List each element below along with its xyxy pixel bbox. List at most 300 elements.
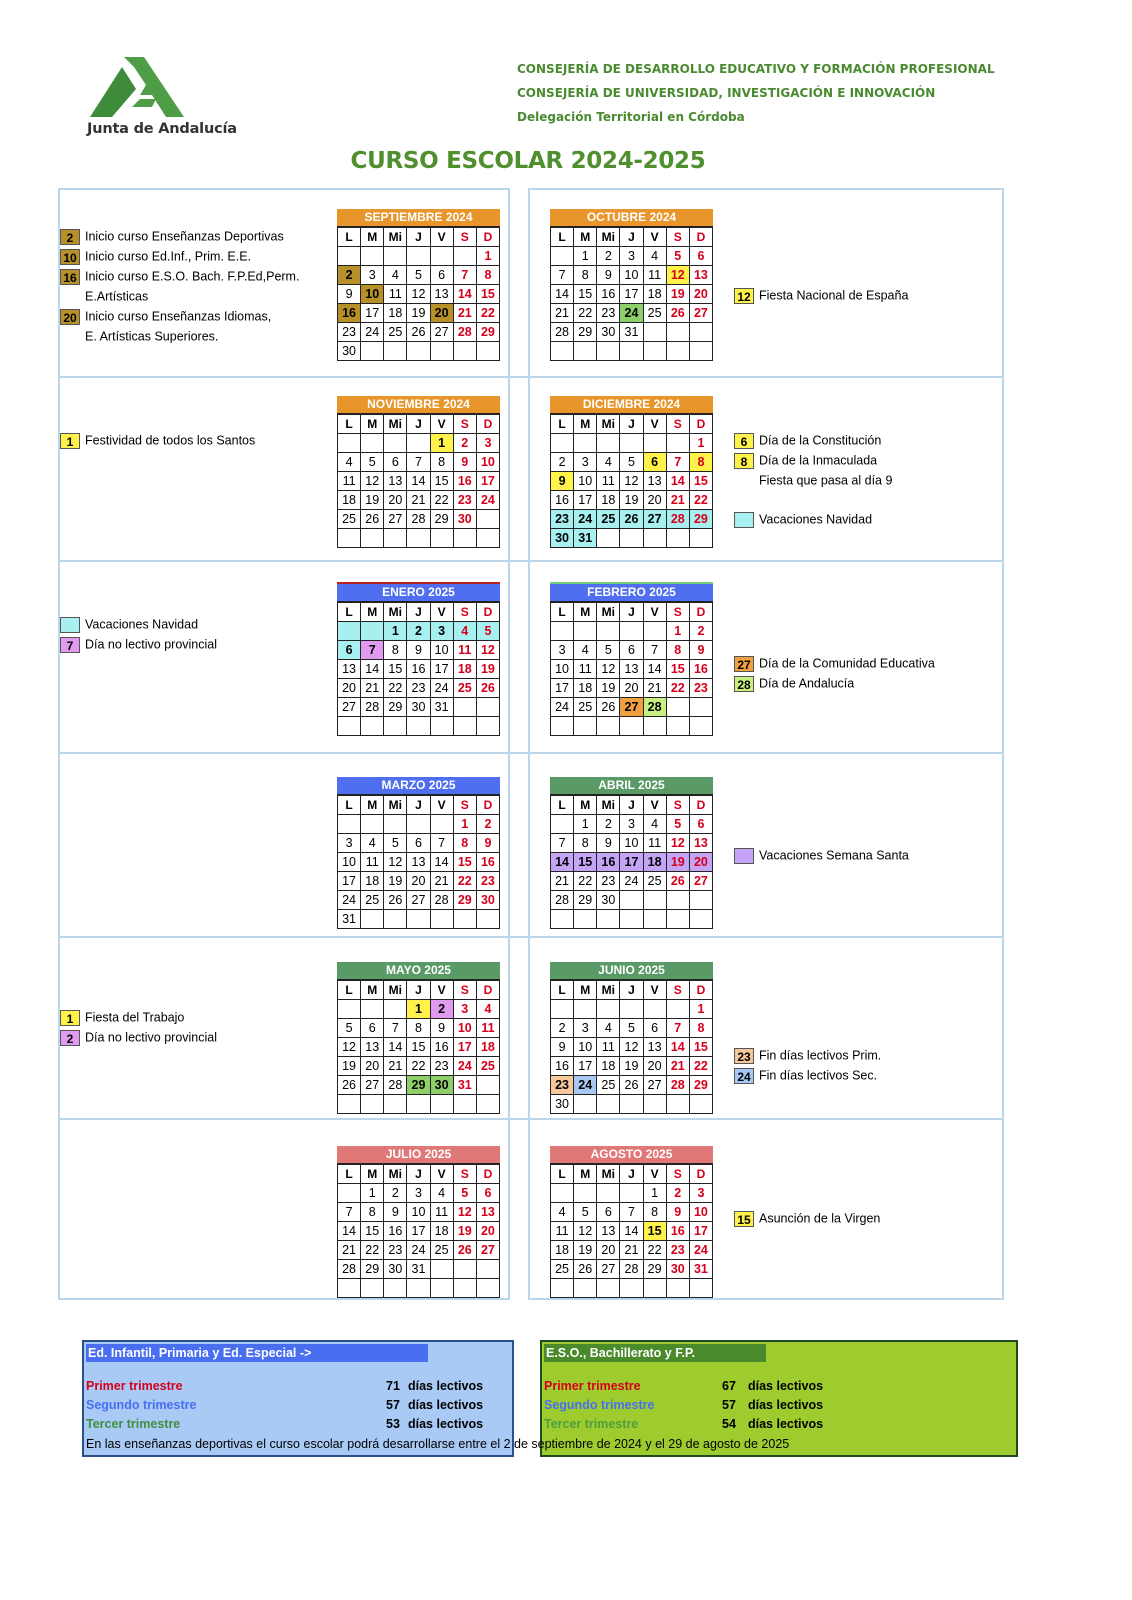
day-cell: 20 — [620, 679, 643, 698]
day-cell: 22 — [574, 872, 597, 891]
empty-cell — [597, 622, 620, 641]
day-cell: 27 — [689, 304, 712, 323]
day-cell: 24 — [361, 323, 384, 342]
day-cell: 13 — [643, 472, 666, 491]
empty-cell — [338, 1000, 361, 1019]
day-cell: 31 — [689, 1260, 712, 1279]
weekday-header: M — [574, 981, 597, 1000]
day-cell: 24 — [430, 679, 453, 698]
legend-swatch: 6 — [734, 433, 754, 449]
day-cell: 29 — [689, 510, 712, 529]
day-cell: 14 — [407, 472, 430, 491]
day-cell: 21 — [453, 304, 476, 323]
empty-cell — [666, 698, 689, 717]
logo-text: Junta de Andalucía — [87, 121, 237, 137]
empty-cell — [597, 529, 620, 548]
legend-swatch — [734, 848, 754, 864]
day-cell: 26 — [620, 1076, 643, 1095]
day-cell: 17 — [453, 1038, 476, 1057]
day-cell: 19 — [338, 1057, 361, 1076]
day-cell: 9 — [338, 285, 361, 304]
weekday-header: V — [430, 796, 453, 815]
day-cell: 22 — [453, 872, 476, 891]
day-cell: 2 — [551, 1019, 574, 1038]
day-cell: 2 — [597, 815, 620, 834]
empty-cell — [384, 910, 407, 929]
day-cell: 24 — [689, 1241, 712, 1260]
empty-cell — [384, 1095, 407, 1114]
day-cell: 4 — [430, 1184, 453, 1203]
day-cell: 19 — [361, 491, 384, 510]
day-cell: 1 — [430, 434, 453, 453]
month-grid — [337, 795, 500, 929]
day-cell: 8 — [453, 834, 476, 853]
empty-cell — [666, 529, 689, 548]
day-cell: 11 — [476, 1019, 499, 1038]
day-cell: 23 — [689, 679, 712, 698]
empty-cell — [361, 815, 384, 834]
day-cell: 4 — [384, 266, 407, 285]
empty-cell — [689, 910, 712, 929]
empty-cell — [476, 717, 499, 736]
day-cell: 14 — [338, 1222, 361, 1241]
weekday-header: D — [476, 981, 499, 1000]
empty-cell — [338, 1279, 361, 1298]
day-cell: 12 — [476, 641, 499, 660]
day-cell: 15 — [476, 285, 499, 304]
empty-cell — [453, 342, 476, 361]
day-cell: 20 — [361, 1057, 384, 1076]
empty-cell — [574, 1184, 597, 1203]
day-cell: 16 — [551, 491, 574, 510]
empty-cell — [643, 1095, 666, 1114]
day-cell: 3 — [338, 834, 361, 853]
day-cell: 29 — [689, 1076, 712, 1095]
weekday-header: Mi — [597, 228, 620, 247]
day-cell: 5 — [666, 247, 689, 266]
day-cell: 4 — [361, 834, 384, 853]
day-cell: 3 — [620, 247, 643, 266]
legend-item — [60, 307, 271, 325]
empty-cell — [338, 622, 361, 641]
day-cell: 6 — [597, 1203, 620, 1222]
day-cell: 23 — [453, 491, 476, 510]
day-cell: 17 — [620, 285, 643, 304]
empty-cell — [453, 1279, 476, 1298]
empty-cell — [361, 529, 384, 548]
empty-cell — [407, 1095, 430, 1114]
day-cell: 24 — [476, 491, 499, 510]
empty-cell — [476, 1076, 499, 1095]
summary-label: Segundo trimestre — [544, 1398, 655, 1412]
month-september-2024 — [337, 209, 500, 361]
day-cell: 31 — [407, 1260, 430, 1279]
day-cell: 5 — [407, 266, 430, 285]
month-grid — [337, 1164, 500, 1298]
day-cell: 5 — [476, 622, 499, 641]
weekday-header: S — [666, 415, 689, 434]
empty-cell — [407, 1279, 430, 1298]
day-cell: 22 — [666, 679, 689, 698]
day-cell: 10 — [689, 1203, 712, 1222]
empty-cell — [384, 342, 407, 361]
legend-swatch: 8 — [734, 453, 754, 469]
day-cell: 29 — [574, 891, 597, 910]
day-cell: 10 — [407, 1203, 430, 1222]
month-title: AGOSTO 2025 — [550, 1146, 713, 1164]
legend-text: Inicio curso Ed.Inf., Prim. E.E. — [85, 249, 252, 264]
legend-swatch: 27 — [734, 656, 754, 672]
empty-cell — [574, 1000, 597, 1019]
legend-text: Inicio curso Enseñanzas Deportivas — [85, 229, 284, 244]
day-cell: 3 — [574, 453, 597, 472]
summary-primary-title: Ed. Infantil, Primaria y Ed. Especial -> — [86, 1344, 428, 1362]
legend-text: Día no lectivo provincial — [85, 637, 218, 652]
day-cell: 2 — [551, 453, 574, 472]
day-cell: 3 — [453, 1000, 476, 1019]
day-cell: 7 — [453, 266, 476, 285]
weekday-header: J — [407, 796, 430, 815]
day-cell: 25 — [643, 304, 666, 323]
day-cell: 9 — [689, 641, 712, 660]
day-cell: 11 — [453, 641, 476, 660]
day-cell: 5 — [597, 641, 620, 660]
day-cell: 24 — [453, 1057, 476, 1076]
day-cell: 10 — [476, 453, 499, 472]
day-cell: 17 — [476, 472, 499, 491]
day-cell: 23 — [407, 679, 430, 698]
month-march-2025 — [337, 777, 500, 929]
day-cell: 20 — [384, 491, 407, 510]
legend-item — [60, 615, 198, 633]
day-cell: 8 — [407, 1019, 430, 1038]
legend-swatch: 1 — [60, 1010, 80, 1026]
day-cell: 31 — [453, 1076, 476, 1095]
day-cell: 24 — [338, 891, 361, 910]
day-cell: 7 — [384, 1019, 407, 1038]
month-january-2025 — [337, 582, 500, 736]
day-cell: 18 — [551, 1241, 574, 1260]
day-cell: 21 — [430, 872, 453, 891]
day-cell: 27 — [407, 891, 430, 910]
summary-secondary-title: E.S.O., Bachillerato y F.P. — [544, 1344, 766, 1362]
day-cell: 13 — [643, 1038, 666, 1057]
day-cell: 6 — [384, 453, 407, 472]
weekday-header: J — [620, 228, 643, 247]
empty-cell — [666, 1000, 689, 1019]
weekday-header: D — [689, 1165, 712, 1184]
empty-cell — [620, 717, 643, 736]
empty-cell — [551, 434, 574, 453]
day-cell: 30 — [597, 323, 620, 342]
month-april-2025 — [550, 777, 713, 929]
weekday-header: S — [666, 796, 689, 815]
month-grid — [550, 602, 713, 736]
day-cell: 23 — [551, 510, 574, 529]
day-cell: 26 — [407, 323, 430, 342]
legend-text: Fin días lectivos Prim. — [759, 1048, 882, 1063]
month-grid — [550, 1164, 713, 1298]
day-cell: 31 — [574, 529, 597, 548]
summary-label: Primer trimestre — [86, 1379, 183, 1393]
day-cell: 27 — [430, 323, 453, 342]
weekday-header: M — [574, 603, 597, 622]
row-divider — [58, 936, 1004, 938]
empty-cell — [361, 247, 384, 266]
weekday-header: M — [361, 228, 384, 247]
summary-unit: días lectivos — [748, 1398, 824, 1412]
day-cell: 13 — [338, 660, 361, 679]
day-cell: 6 — [689, 815, 712, 834]
day-cell: 21 — [666, 491, 689, 510]
day-cell: 16 — [384, 1222, 407, 1241]
day-cell: 10 — [361, 285, 384, 304]
day-cell: 9 — [453, 453, 476, 472]
day-cell: 30 — [551, 1095, 574, 1114]
empty-cell — [643, 323, 666, 342]
day-cell: 31 — [620, 323, 643, 342]
empty-cell — [338, 529, 361, 548]
month-november-2024 — [337, 396, 500, 548]
day-cell: 20 — [430, 304, 453, 323]
day-cell: 24 — [620, 872, 643, 891]
weekday-header: S — [453, 228, 476, 247]
legend-swatch: 16 — [60, 269, 80, 285]
day-cell: 12 — [338, 1038, 361, 1057]
legend-swatch: 1 — [60, 433, 80, 449]
day-cell: 5 — [666, 815, 689, 834]
month-grid — [550, 227, 713, 361]
day-cell: 20 — [597, 1241, 620, 1260]
day-cell: 13 — [476, 1203, 499, 1222]
empty-cell — [361, 434, 384, 453]
day-cell: 12 — [666, 834, 689, 853]
day-cell: 4 — [597, 453, 620, 472]
day-cell: 21 — [551, 872, 574, 891]
day-cell: 4 — [643, 247, 666, 266]
summary-days: 53 — [386, 1417, 400, 1431]
empty-cell — [453, 529, 476, 548]
day-cell: 30 — [597, 891, 620, 910]
weekday-header: J — [620, 603, 643, 622]
empty-cell — [407, 247, 430, 266]
empty-cell — [597, 1000, 620, 1019]
weekday-header: M — [361, 603, 384, 622]
legend-text: Día de Andalucía — [759, 676, 855, 691]
day-cell: 15 — [407, 1038, 430, 1057]
legend-item — [60, 1008, 184, 1026]
day-cell: 28 — [453, 323, 476, 342]
legend-item — [60, 327, 218, 345]
weekday-header: S — [453, 415, 476, 434]
empty-cell — [666, 891, 689, 910]
day-cell: 2 — [338, 266, 361, 285]
empty-cell — [597, 1184, 620, 1203]
legend-swatch — [60, 617, 80, 633]
day-cell: 19 — [666, 853, 689, 872]
month-may-2025 — [337, 962, 500, 1114]
day-cell: 4 — [453, 622, 476, 641]
empty-cell — [338, 247, 361, 266]
month-grid — [337, 414, 500, 548]
legend-text: Vacaciones Semana Santa — [759, 848, 909, 863]
day-cell: 26 — [384, 891, 407, 910]
day-cell: 20 — [643, 1057, 666, 1076]
day-cell: 16 — [666, 1222, 689, 1241]
legend-text: Fiesta del Trabajo — [85, 1010, 185, 1025]
day-cell: 4 — [476, 1000, 499, 1019]
day-cell: 22 — [689, 1057, 712, 1076]
legend-text: Día de la Constitución — [759, 433, 882, 448]
legend-item — [60, 227, 284, 245]
row-divider — [58, 1118, 1004, 1120]
day-cell: 6 — [361, 1019, 384, 1038]
weekday-header: V — [430, 228, 453, 247]
summary-unit: días lectivos — [748, 1379, 824, 1393]
weekday-header: S — [666, 603, 689, 622]
weekday-header: V — [430, 415, 453, 434]
day-cell: 23 — [597, 304, 620, 323]
day-cell: 3 — [361, 266, 384, 285]
empty-cell — [453, 698, 476, 717]
row-divider — [58, 560, 1004, 562]
legend-item — [734, 674, 854, 692]
day-cell: 22 — [407, 1057, 430, 1076]
month-grid — [337, 980, 500, 1114]
empty-cell — [430, 717, 453, 736]
weekday-header: M — [361, 415, 384, 434]
weekday-header: M — [361, 796, 384, 815]
month-title: FEBRERO 2025 — [550, 584, 713, 602]
day-cell: 4 — [597, 1019, 620, 1038]
summary-days: 67 — [722, 1379, 736, 1393]
day-cell: 9 — [476, 834, 499, 853]
day-cell: 18 — [361, 872, 384, 891]
day-cell: 24 — [620, 304, 643, 323]
day-cell: 6 — [338, 641, 361, 660]
legend-item — [734, 846, 909, 864]
empty-cell — [476, 529, 499, 548]
legend-text: Vacaciones Navidad — [759, 512, 873, 527]
day-cell: 23 — [338, 323, 361, 342]
empty-cell — [643, 1279, 666, 1298]
month-title: DICIEMBRE 2024 — [550, 396, 713, 414]
day-cell: 14 — [430, 853, 453, 872]
day-cell: 23 — [666, 1241, 689, 1260]
empty-cell — [361, 622, 384, 641]
legend-swatch: 2 — [60, 229, 80, 245]
empty-cell — [574, 1095, 597, 1114]
empty-cell — [551, 717, 574, 736]
weekday-header: V — [643, 796, 666, 815]
empty-cell — [338, 434, 361, 453]
empty-cell — [620, 910, 643, 929]
day-cell: 3 — [689, 1184, 712, 1203]
day-cell: 19 — [453, 1222, 476, 1241]
day-cell: 20 — [689, 285, 712, 304]
day-cell: 12 — [620, 472, 643, 491]
day-cell: 21 — [384, 1057, 407, 1076]
day-cell: 10 — [574, 472, 597, 491]
day-cell: 26 — [620, 510, 643, 529]
empty-cell — [643, 529, 666, 548]
weekday-header: M — [361, 1165, 384, 1184]
day-cell: 7 — [620, 1203, 643, 1222]
day-cell: 24 — [407, 1241, 430, 1260]
day-cell: 11 — [551, 1222, 574, 1241]
row-divider — [58, 376, 1004, 378]
day-cell: 31 — [338, 910, 361, 929]
day-cell: 8 — [476, 266, 499, 285]
day-cell: 26 — [666, 304, 689, 323]
day-cell: 14 — [666, 472, 689, 491]
day-cell: 25 — [597, 1076, 620, 1095]
weekday-header: D — [476, 1165, 499, 1184]
day-cell: 14 — [620, 1222, 643, 1241]
month-title: JUNIO 2025 — [550, 962, 713, 980]
day-cell: 9 — [597, 266, 620, 285]
weekday-header: S — [453, 1165, 476, 1184]
weekday-header: D — [476, 603, 499, 622]
empty-cell — [361, 342, 384, 361]
empty-cell — [551, 910, 574, 929]
legend-swatch — [734, 473, 754, 489]
legend-swatch: 20 — [60, 309, 80, 325]
day-cell: 9 — [430, 1019, 453, 1038]
day-cell: 11 — [597, 472, 620, 491]
empty-cell — [666, 323, 689, 342]
weekday-header: M — [574, 796, 597, 815]
weekday-header: L — [551, 981, 574, 1000]
day-cell: 4 — [643, 815, 666, 834]
day-cell: 19 — [597, 679, 620, 698]
day-cell: 1 — [361, 1184, 384, 1203]
day-cell: 14 — [453, 285, 476, 304]
empty-cell — [430, 529, 453, 548]
day-cell: 18 — [597, 491, 620, 510]
day-cell: 8 — [430, 453, 453, 472]
weekday-header: D — [689, 603, 712, 622]
weekday-header: D — [689, 796, 712, 815]
weekday-header: V — [430, 1165, 453, 1184]
empty-cell — [384, 247, 407, 266]
weekday-header: D — [476, 796, 499, 815]
day-cell: 17 — [338, 872, 361, 891]
empty-cell — [666, 434, 689, 453]
day-cell: 11 — [574, 660, 597, 679]
empty-cell — [407, 434, 430, 453]
day-cell: 24 — [574, 1076, 597, 1095]
day-cell: 28 — [666, 1076, 689, 1095]
day-cell: 18 — [574, 679, 597, 698]
header-line-2: CONSEJERÍA DE UNIVERSIDAD, INVESTIGACIÓN E INNOVACIÓN — [517, 86, 936, 100]
day-cell: 10 — [551, 660, 574, 679]
day-cell: 29 — [384, 698, 407, 717]
month-august-2025 — [550, 1146, 713, 1298]
day-cell: 11 — [430, 1203, 453, 1222]
legend-swatch: 24 — [734, 1068, 754, 1084]
empty-cell — [407, 717, 430, 736]
day-cell: 19 — [476, 660, 499, 679]
day-cell: 5 — [574, 1203, 597, 1222]
day-cell: 20 — [338, 679, 361, 698]
empty-cell — [476, 510, 499, 529]
day-cell: 28 — [407, 510, 430, 529]
day-cell: 27 — [597, 1260, 620, 1279]
day-cell: 29 — [361, 1260, 384, 1279]
day-cell: 5 — [453, 1184, 476, 1203]
day-cell: 14 — [551, 853, 574, 872]
